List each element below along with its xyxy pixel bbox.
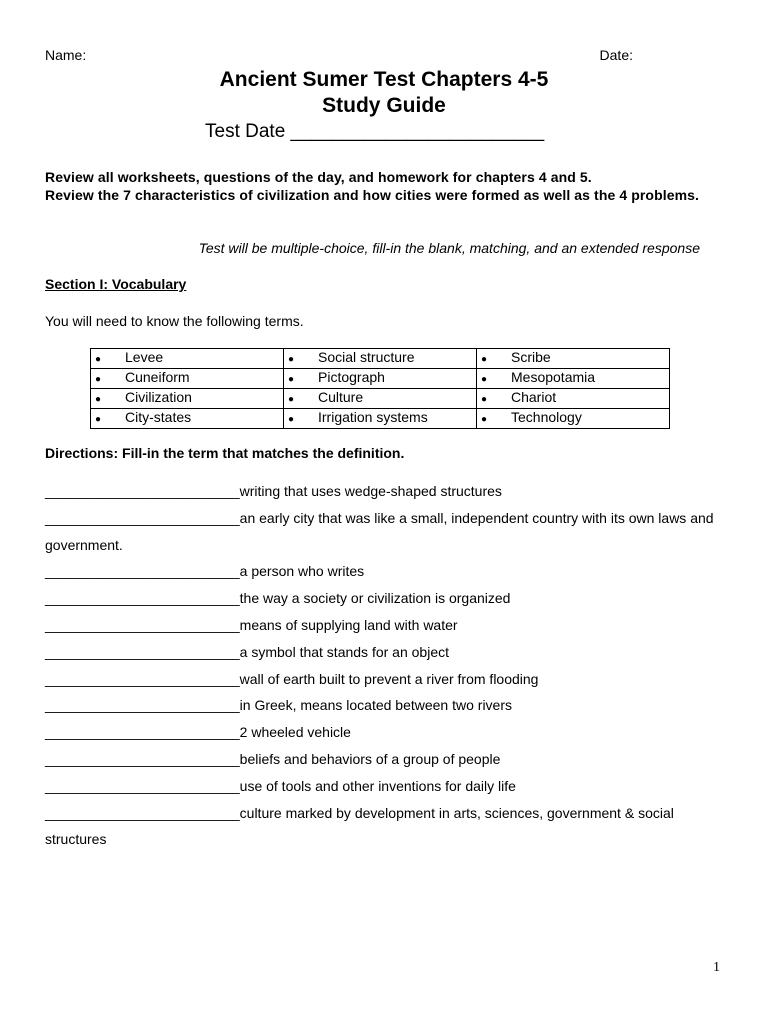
vocab-cell <box>284 369 477 389</box>
answer-blank: _________________________ <box>45 616 240 633</box>
definition-item <box>45 666 735 693</box>
review-line-2: Review the 7 characteristics of civilization and how cities were formed as well as the 4 problems. <box>45 187 700 203</box>
vocab-cell <box>284 349 477 369</box>
definition-text: culture marked by development in arts, sciences, government & social structures <box>45 804 674 848</box>
definition-text: wall of earth built to prevent a river from flooding <box>239 670 539 687</box>
vocab-row <box>91 349 670 369</box>
bullet-icon: ● <box>95 394 102 405</box>
vocab-term: Mesopotamia <box>511 369 596 385</box>
definition-list <box>45 478 735 853</box>
definition-item <box>45 800 735 854</box>
bullet-icon: ● <box>95 374 102 385</box>
bullet-icon: ● <box>95 354 102 365</box>
vocabulary-table <box>90 348 670 429</box>
answer-blank: _________________________ <box>45 509 240 526</box>
definition-item <box>45 585 735 612</box>
vocab-intro: You will need to know the following terms. <box>45 313 304 329</box>
vocab-term: City-states <box>125 409 192 425</box>
vocab-row <box>91 389 670 409</box>
definition-text: a symbol that stands for an object <box>239 643 449 660</box>
answer-blank: _________________________ <box>45 724 240 741</box>
section-heading: Section I: Vocabulary <box>45 276 187 292</box>
vocab-cell <box>477 369 670 389</box>
review-instructions <box>45 168 705 204</box>
definition-text: means of supplying land with water <box>239 616 458 633</box>
definition-item <box>45 692 735 719</box>
definition-text: 2 wheeled vehicle <box>239 724 351 741</box>
definition-item <box>45 505 735 559</box>
vocab-term: Levee <box>125 349 164 365</box>
definition-text: an early city that was like a small, independent country with its own laws and government. <box>45 509 714 553</box>
vocab-row <box>91 409 670 429</box>
vocab-term: Cuneiform <box>125 369 190 385</box>
definition-item <box>45 639 735 666</box>
bullet-icon: ● <box>481 414 488 425</box>
review-line-1: Review all worksheets, questions of the day, and homework for chapters 4 and 5. <box>45 169 592 185</box>
vocab-cell <box>477 349 670 369</box>
bullet-icon: ● <box>481 374 488 385</box>
vocab-cell <box>284 389 477 409</box>
bullet-icon: ● <box>288 414 295 425</box>
vocab-term: Chariot <box>511 389 557 405</box>
answer-blank: _________________________ <box>45 483 240 499</box>
definition-text: beliefs and behaviors of a group of people <box>239 750 501 767</box>
vocab-term: Civilization <box>125 389 192 405</box>
bullet-icon: ● <box>481 394 488 405</box>
bullet-icon: ● <box>481 354 488 365</box>
vocab-row <box>91 369 670 389</box>
answer-blank: _________________________ <box>45 804 240 821</box>
vocab-cell <box>91 389 284 409</box>
definition-item <box>45 719 735 746</box>
definition-text: a person who writes <box>239 563 365 580</box>
answer-blank: _________________________ <box>45 777 240 794</box>
definition-text: in Greek, means located between two rivers <box>239 697 513 714</box>
vocab-term: Scribe <box>511 349 551 365</box>
definition-text: writing that uses wedge-shaped structures <box>239 483 502 499</box>
bullet-icon: ● <box>288 354 295 365</box>
vocab-term: Irrigation systems <box>318 409 428 425</box>
definition-text: the way a society or civilization is organized <box>239 590 511 607</box>
definition-item <box>45 558 735 585</box>
test-date-line: Test Date ________________________ <box>205 121 545 142</box>
header-row <box>45 47 633 65</box>
answer-blank: _________________________ <box>45 750 240 767</box>
bullet-icon: ● <box>95 414 102 425</box>
vocab-term: Social structure <box>318 349 415 365</box>
page-title: Ancient Sumer Test Chapters 4-5 <box>219 68 549 91</box>
vocab-cell <box>477 389 670 409</box>
page-subtitle: Study Guide <box>322 94 446 117</box>
vocab-term: Culture <box>318 389 364 405</box>
vocab-cell <box>477 409 670 429</box>
definition-item <box>45 478 735 505</box>
answer-blank: _________________________ <box>45 590 240 607</box>
date-label: Date: <box>599 47 633 63</box>
bullet-icon: ● <box>288 394 295 405</box>
answer-blank: _________________________ <box>45 563 240 580</box>
vocab-cell <box>91 409 284 429</box>
definition-item <box>45 773 735 800</box>
directions: Directions: Fill-in the term that matches the definition. <box>45 445 405 461</box>
test-format-note: Test will be multiple-choice, fill-in the blank, matching, and an extended response <box>198 240 700 256</box>
vocab-term: Technology <box>511 409 582 425</box>
vocab-cell <box>91 369 284 389</box>
vocab-cell <box>284 409 477 429</box>
definition-text: use of tools and other inventions for daily life <box>239 777 516 794</box>
answer-blank: _________________________ <box>45 670 240 687</box>
definition-item <box>45 746 735 773</box>
bullet-icon: ● <box>288 374 295 385</box>
page-number: 1 <box>713 960 720 975</box>
name-label: Name: <box>45 47 87 63</box>
answer-blank: _________________________ <box>45 643 240 660</box>
vocab-term: Pictograph <box>318 369 385 385</box>
definition-item <box>45 612 735 639</box>
answer-blank: _________________________ <box>45 697 240 714</box>
vocab-cell <box>91 349 284 369</box>
